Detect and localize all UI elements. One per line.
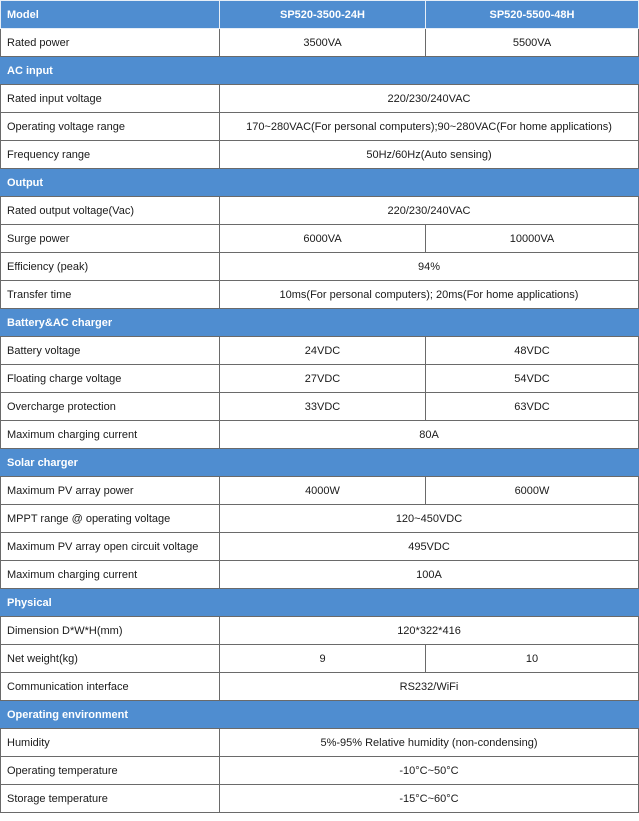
row-value: 80A xyxy=(220,421,639,449)
table-row xyxy=(1,421,639,449)
row-value: 33VDC xyxy=(220,393,426,421)
row-value: 6000W xyxy=(426,477,639,505)
row-value: RS232/WiFi xyxy=(220,673,639,701)
row-value: 495VDC xyxy=(220,533,639,561)
row-value: 5500VA xyxy=(426,29,639,57)
row-value: 54VDC xyxy=(426,365,639,393)
row-value: 220/230/240VAC xyxy=(220,85,639,113)
table-row xyxy=(1,533,639,561)
row-label: Frequency range xyxy=(1,141,220,169)
table-row xyxy=(1,617,639,645)
table-row xyxy=(1,29,639,57)
row-value: 220/230/240VAC xyxy=(220,197,639,225)
row-value: 120*322*416 xyxy=(220,617,639,645)
row-value: 3500VA xyxy=(220,29,426,57)
table-row xyxy=(1,477,639,505)
table-row xyxy=(1,561,639,589)
row-value: 63VDC xyxy=(426,393,639,421)
row-label: Surge power xyxy=(1,225,220,253)
row-label: Rated output voltage(Vac) xyxy=(1,197,220,225)
table-header-row xyxy=(1,1,639,29)
row-value: 48VDC xyxy=(426,337,639,365)
row-value: -10°C~50°C xyxy=(220,757,639,785)
row-label: Efficiency (peak) xyxy=(1,253,220,281)
row-value: 9 xyxy=(220,645,426,673)
section-header-row xyxy=(1,589,639,617)
section-title: Solar charger xyxy=(1,449,639,477)
table-row xyxy=(1,645,639,673)
row-label: Humidity xyxy=(1,729,220,757)
row-label: Rated input voltage xyxy=(1,85,220,113)
row-label: Operating voltage range xyxy=(1,113,220,141)
table-row xyxy=(1,113,639,141)
row-label: Rated power xyxy=(1,29,220,57)
row-value: 170~280VAC(For personal computers);90~280VAC(For home applications) xyxy=(220,113,639,141)
row-label: Maximum charging current xyxy=(1,421,220,449)
section-header-row xyxy=(1,701,639,729)
table-row xyxy=(1,785,639,813)
section-header-row xyxy=(1,309,639,337)
row-value: 27VDC xyxy=(220,365,426,393)
table-row xyxy=(1,225,639,253)
row-label: Dimension D*W*H(mm) xyxy=(1,617,220,645)
section-title: Operating environment xyxy=(1,701,639,729)
row-value: 6000VA xyxy=(220,225,426,253)
row-label: MPPT range @ operating voltage xyxy=(1,505,220,533)
table-row xyxy=(1,757,639,785)
header-model-2: SP520-5500-48H xyxy=(426,1,639,29)
table-row xyxy=(1,393,639,421)
row-value: 120~450VDC xyxy=(220,505,639,533)
row-value: 10000VA xyxy=(426,225,639,253)
header-label: Model xyxy=(1,1,220,29)
section-title: Output xyxy=(1,169,639,197)
table-row xyxy=(1,337,639,365)
table-row xyxy=(1,365,639,393)
table-row xyxy=(1,673,639,701)
table-row xyxy=(1,141,639,169)
row-label: Transfer time xyxy=(1,281,220,309)
table-row xyxy=(1,729,639,757)
section-title: Battery&AC charger xyxy=(1,309,639,337)
row-value: 10 xyxy=(426,645,639,673)
section-title: Physical xyxy=(1,589,639,617)
row-label: Storage temperature xyxy=(1,785,220,813)
row-label: Battery voltage xyxy=(1,337,220,365)
row-value: 10ms(For personal computers); 20ms(For home applications) xyxy=(220,281,639,309)
row-label: Maximum PV array power xyxy=(1,477,220,505)
row-label: Net weight(kg) xyxy=(1,645,220,673)
row-label: Maximum PV array open circuit voltage xyxy=(1,533,220,561)
table-row xyxy=(1,505,639,533)
row-value: 5%-95% Relative humidity (non-condensing) xyxy=(220,729,639,757)
row-label: Maximum charging current xyxy=(1,561,220,589)
table-row xyxy=(1,85,639,113)
row-label: Floating charge voltage xyxy=(1,365,220,393)
row-label: Operating temperature xyxy=(1,757,220,785)
row-value: 94% xyxy=(220,253,639,281)
row-value: 4000W xyxy=(220,477,426,505)
table-row xyxy=(1,281,639,309)
row-label: Communication interface xyxy=(1,673,220,701)
row-value: -15°C~60°C xyxy=(220,785,639,813)
header-model-1: SP520-3500-24H xyxy=(220,1,426,29)
spec-table-body xyxy=(1,1,639,813)
section-header-row xyxy=(1,169,639,197)
row-value: 100A xyxy=(220,561,639,589)
row-value: 50Hz/60Hz(Auto sensing) xyxy=(220,141,639,169)
section-header-row xyxy=(1,57,639,85)
table-row xyxy=(1,253,639,281)
row-label: Overcharge protection xyxy=(1,393,220,421)
row-value: 24VDC xyxy=(220,337,426,365)
section-title: AC input xyxy=(1,57,639,85)
table-row xyxy=(1,197,639,225)
section-header-row xyxy=(1,449,639,477)
